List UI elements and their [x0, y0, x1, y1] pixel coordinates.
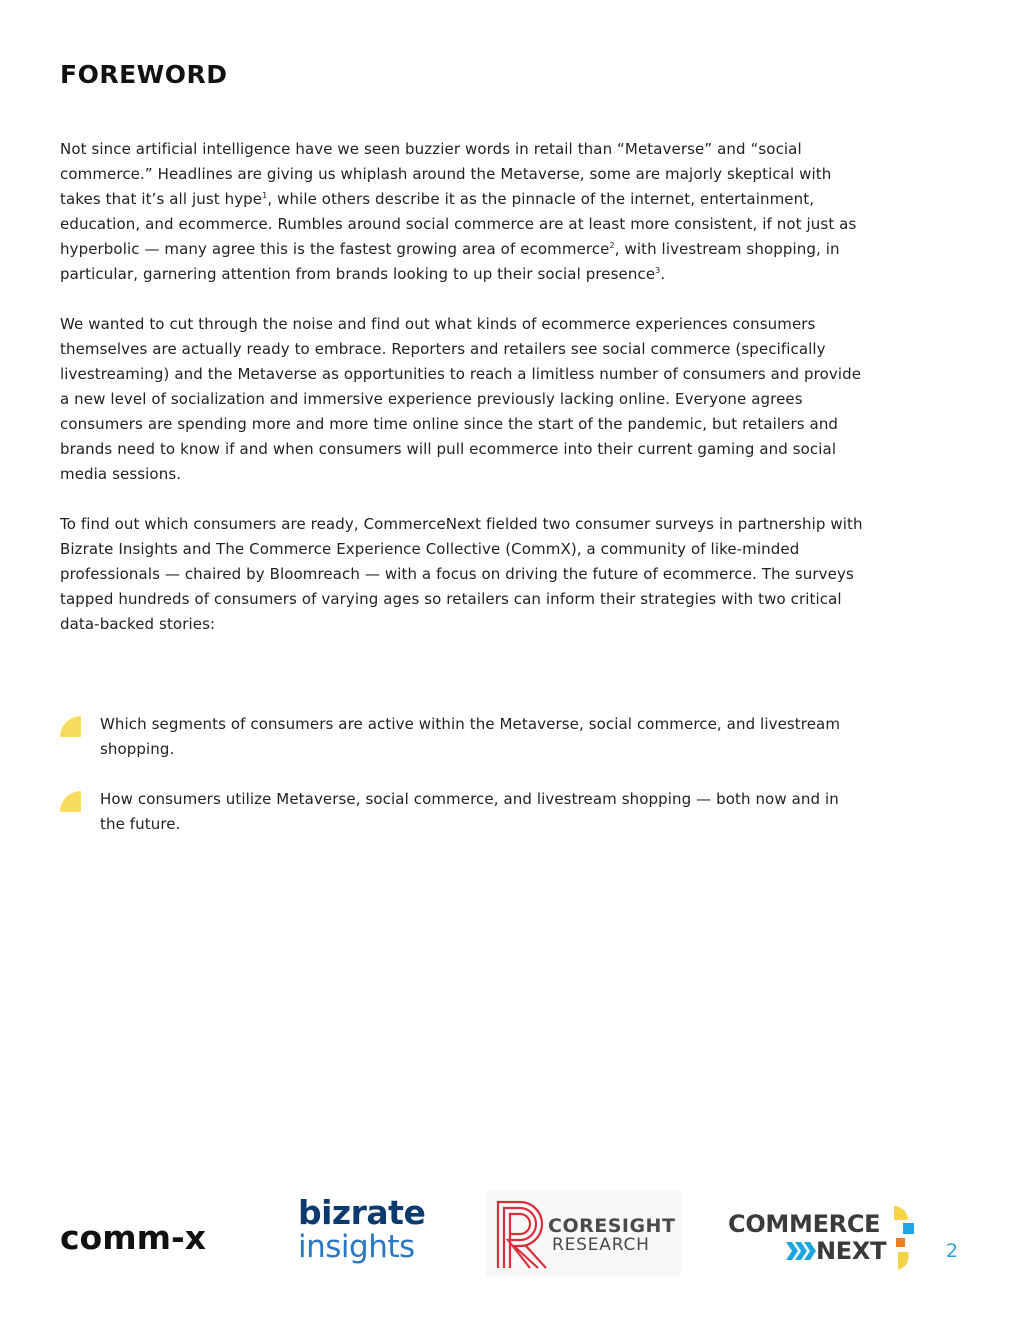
coresight-r-mark-icon [494, 1198, 554, 1270]
paragraph-1-part-a: Not since artificial intelligence have we seen buzzier words in retail than “Metaverse” and “social commerce.” Headlines are giving us whiplash around the Metaverse, some are majorly skeptical with takes that it’s all just hype [60, 140, 832, 208]
coresight-logo-line2: RESEARCH [552, 1235, 650, 1255]
commercenext-logo-line2: NEXT [816, 1237, 887, 1265]
bizrate-insights-logo [298, 1193, 428, 1265]
partner-logos [0, 1190, 1020, 1290]
paragraph-1 [60, 137, 865, 287]
list-item [60, 787, 865, 837]
footnote-3: 3 [655, 266, 661, 275]
paragraph-2: We wanted to cut through the noise and find out what kinds of ecommerce experiences consumers themselves are actually ready to embrace. Reporters and retailers see social commerce (specifically livestreaming) and the Metaverse as opportunities to reach a limitless number of consumers and provide a new level of socialization and immersive experience previously lacking online. Everyone agrees consumers are spending more and more time online since the start of the pandemic, but retailers and brands need to know if and when consumers will pull ecommerce into their current gaming and social media sessions. [60, 315, 862, 483]
bizrate-logo-line2: insights [298, 1229, 415, 1265]
bullet-marker-icon [60, 716, 81, 737]
commx-logo: comm-x [60, 1218, 206, 1257]
bullet-list [60, 712, 865, 862]
footnote-2: 2 [609, 241, 615, 250]
list-item [60, 712, 865, 762]
bullet-text: How consumers utilize Metaverse, social commerce, and livestream shopping — both now and in the future. [100, 790, 839, 833]
bullet-marker-icon [60, 791, 81, 812]
coresight-logo-line1: CORESIGHT [548, 1215, 676, 1237]
paragraph-1-part-d: . [660, 265, 666, 283]
chevrons-icon [786, 1240, 816, 1262]
bizrate-logo-line1: bizrate [298, 1193, 426, 1232]
footnote-1: 1 [262, 191, 268, 200]
commercenext-logo-line1: COMMERCE [728, 1210, 881, 1238]
paragraph-1-part-c: , with livestream shopping, in particular, garnering attention from brands looking to up their social presence [60, 240, 840, 283]
commercenext-shapes-icon [894, 1206, 916, 1270]
foreword-body [60, 137, 865, 662]
commercenext-logo [728, 1204, 918, 1274]
coresight-research-logo [486, 1190, 681, 1276]
paragraph-1-part-b: , while others describe it as the pinnacle of the internet, entertainment, education, and ecommerce. Rumbles around social commerce are at least more consistent, if not just as hyperbolic — many agree this is the fastest growing area of ecommerce [60, 190, 857, 258]
page-number: 2 [946, 1240, 959, 1262]
page-title: FOREWORD [60, 60, 228, 89]
bullet-text: Which segments of consumers are active within the Metaverse, social commerce, and livestream shopping. [100, 715, 841, 758]
paragraph-3: To find out which consumers are ready, CommerceNext fielded two consumer surveys in partnership with Bizrate Insights and The Commerce Experience Collective (CommX), a community of like-minded professionals — chaired by Bloomreach — with a focus on driving the future of ecommerce. The surveys tapped hundreds of consumers of varying ages so retailers can inform their strategies with two critical data-backed stories: [60, 515, 863, 633]
